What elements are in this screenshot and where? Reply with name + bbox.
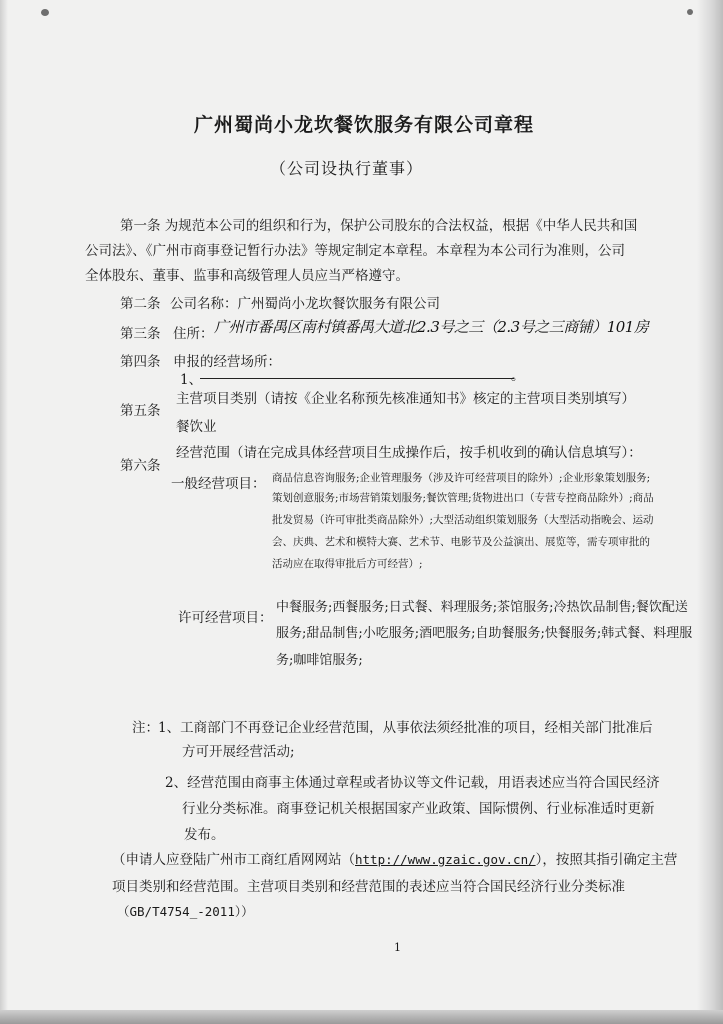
article-4-label: 第四条: [120, 354, 161, 370]
main-category-value: 餐饮业: [176, 419, 217, 435]
note-2-line-3: 发布。: [184, 827, 225, 843]
note-2-line-1: 2、经营范围由商事主体通过章程或者协议等文件记载，用语表述应当符合国民经济: [165, 775, 660, 791]
handwritten-address: 广州市番禺区南村镇番禺大道北2.3号之三（2.3号之三商铺）101房: [214, 318, 649, 336]
note-1-line-2: 方可开展经营活动;: [182, 744, 295, 760]
licensed-items-label: 许可经营项目：: [178, 610, 273, 626]
footer-line-2: 项目类别和经营范围。主营项目类别和经营范围的表述应当符合国民经济行业分类标准: [112, 879, 625, 895]
article-1-line-3: 全体股东、董事、监事和高级管理人员应当严格遵守。: [85, 268, 409, 284]
general-items-line: 批发贸易（许可审批类商品除外）;大型活动组织策划服务（大型活动指晚会、运动: [272, 514, 654, 526]
note-2-line-2: 行业分类标准。商事登记机关根据国家产业政策、国际惯例、行业标准适时更新: [182, 801, 655, 817]
note-1-line-1: 1、工商部门不再登记企业经营范围，从事依法须经批准的项目，经相关部门批准后: [158, 720, 653, 736]
staple-mark: [687, 9, 693, 15]
licensed-items-line: 服务;甜品制售;小吃服务;酒吧服务;自助餐服务;快餐服务;韩式餐、料理服: [276, 626, 693, 641]
premises-item-1: 1、: [180, 372, 203, 388]
scan-left-edge: [0, 0, 8, 1024]
licensed-items-line: 中餐服务;西餐服务;日式餐、料理服务;茶馆服务;冷热饮品制售;餐饮配送: [276, 600, 688, 615]
article-3-label: 第三条: [120, 326, 161, 342]
business-scope-instruction: 经营范围（请在完成具体经营项目生成操作后，按手机收到的确认信息填写）：: [176, 445, 642, 461]
licensed-items-line: 务;咖啡馆服务;: [276, 653, 363, 668]
footer-line-1-a: （申请人应登陆广州市工商红盾网网站（: [112, 852, 355, 868]
document-subtitle: （公司设执行董事）: [270, 159, 424, 178]
general-items-line: 会、庆典、艺术和模特大赛、艺术节、电影节及公益演出、展览等，需专项审批的: [272, 536, 650, 548]
business-premises-label: 申报的经营场所：: [173, 354, 281, 370]
main-category-instruction: 主营项目类别（请按《企业名称预先核准通知书》核定的主营项目类别填写）: [176, 391, 635, 407]
general-items-label: 一般经营项目：: [171, 476, 266, 492]
page-number: 1: [394, 941, 401, 954]
footer-line-1: [112, 848, 677, 868]
general-items-line: 商品信息咨询服务;企业管理服务（涉及许可经营项目的除外）;企业形象策划服务;: [272, 472, 651, 484]
footer-line-1-b: ），按照其指引确定主营: [535, 852, 678, 868]
article-1-line-1: 第一条 为规范本公司的组织和行为，保护公司股东的合法权益，根据《中华人民共和国: [120, 218, 638, 234]
article-5-label: 第五条: [120, 403, 161, 419]
article-1-line-2: 公司法》、《广州市商事登记暂行办法》等规定制定本章程。本章程为本公司行为准则，公司: [85, 243, 625, 259]
footer-line-3: （GB/T4754_-2011））: [117, 904, 254, 919]
scan-right-edge: [697, 0, 723, 1024]
staple-mark: [41, 9, 49, 16]
scan-bottom-edge: [0, 1010, 723, 1024]
document-title: 广州蜀尚小龙坎餐饮服务有限公司章程: [194, 114, 535, 136]
general-items-line: 活动应在取得审批后方可经营）;: [272, 558, 423, 570]
general-items-line: 策划创意服务;市场营销策划服务;餐饮管理;货物进出口（专营专控商品除外）;商品: [272, 492, 654, 504]
premises-blank-line: [200, 378, 514, 379]
company-name: 公司名称：广州蜀尚小龙坎餐饮服务有限公司: [170, 296, 440, 312]
notes-label: 注：: [132, 720, 159, 736]
article-2-label: 第二条: [120, 296, 161, 312]
premises-item-end: 。: [511, 368, 525, 384]
gzaic-url-link[interactable]: http://www.gzaic.gov.cn/: [355, 852, 536, 867]
article-6-label: 第六条: [120, 458, 161, 474]
address-label: 住所：: [173, 326, 214, 342]
